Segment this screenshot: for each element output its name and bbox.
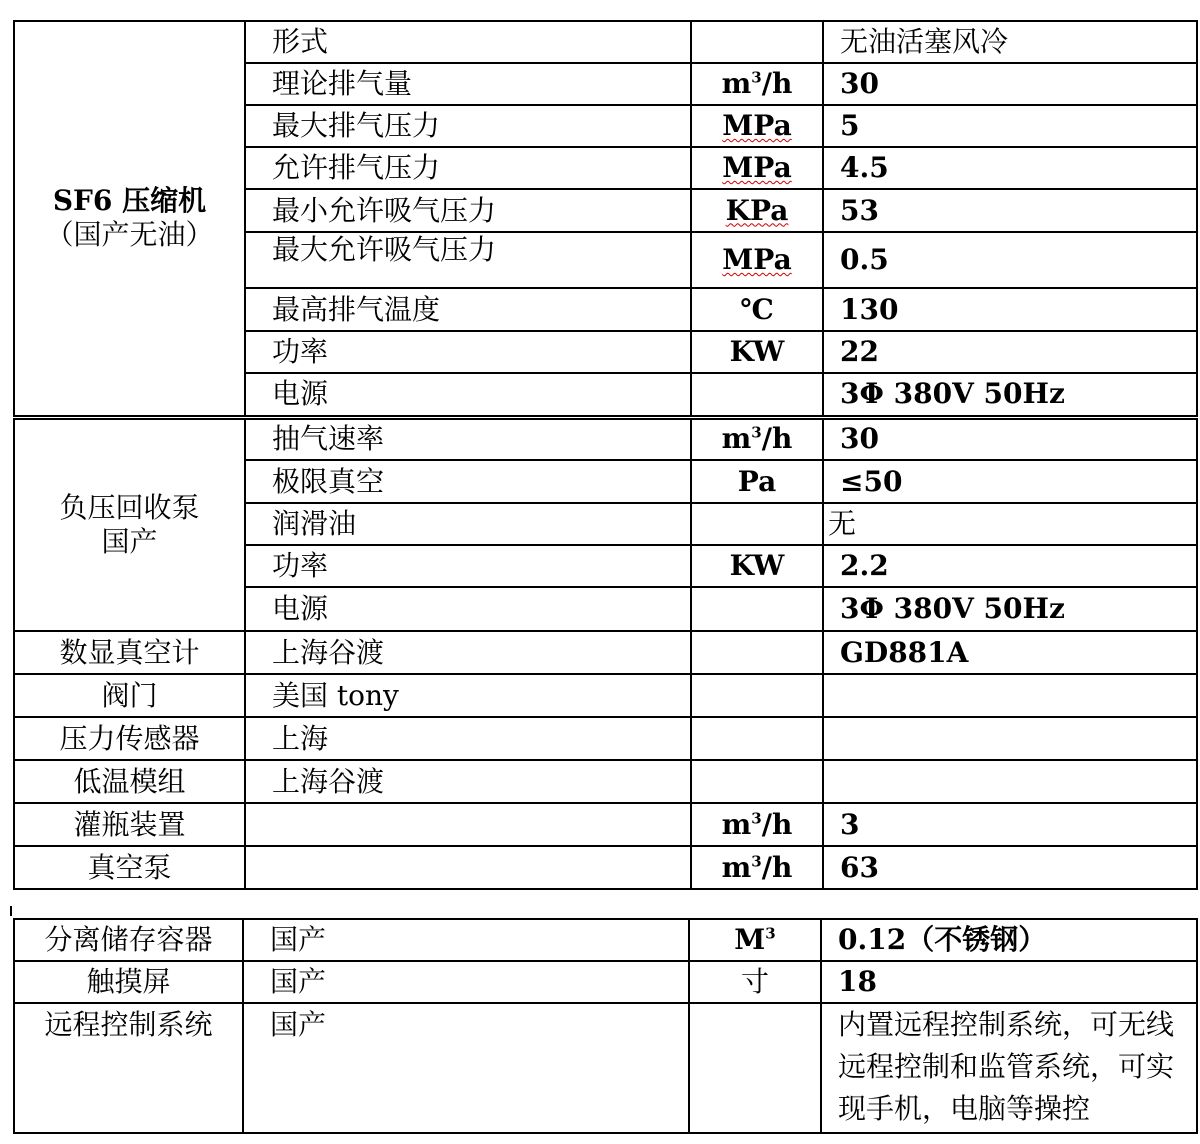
param-unit: KW xyxy=(691,331,823,373)
param-unit: Pa xyxy=(691,460,823,503)
table-row xyxy=(14,674,1197,717)
item-name: 上海 xyxy=(245,717,691,760)
unit-tail: /h xyxy=(761,67,793,100)
param-unit: ℃ xyxy=(691,288,823,331)
item-unit xyxy=(691,846,823,889)
param-value: 5 xyxy=(823,105,1197,147)
item-value xyxy=(823,760,1197,803)
table-row xyxy=(14,919,1197,961)
param-value: 4.5 xyxy=(823,147,1197,189)
item-category: 低温模组 xyxy=(14,760,245,803)
param-unit xyxy=(691,373,823,417)
unit-base: m xyxy=(721,807,752,841)
param-unit: KW xyxy=(691,545,823,587)
param-value: 2.2 xyxy=(823,545,1197,587)
param-name: 润滑油 xyxy=(245,503,691,545)
unit-base: m xyxy=(721,422,752,456)
item-category: 灌瓶装置 xyxy=(14,803,245,846)
item-name: 美国 tony xyxy=(245,674,691,717)
item-unit xyxy=(689,1003,821,1133)
unit-sup: 3 xyxy=(751,423,762,442)
unit-sup: 3 xyxy=(765,924,776,943)
item-name: 国产 xyxy=(243,919,689,961)
item-unit: 寸 xyxy=(689,961,821,1003)
param-unit xyxy=(691,232,823,288)
unit-tail: /h xyxy=(761,807,793,841)
item-category: 触摸屏 xyxy=(14,961,243,1003)
param-name: 电源 xyxy=(245,373,691,417)
param-value: 3Φ 380V 50Hz xyxy=(823,587,1197,631)
group-label-line2: 国产 xyxy=(101,524,158,558)
item-unit xyxy=(691,717,823,760)
param-unit xyxy=(691,587,823,631)
item-name xyxy=(245,846,691,889)
param-value: 22 xyxy=(823,331,1197,373)
group-label-pump xyxy=(14,417,245,631)
unit-text: KPa xyxy=(725,193,789,227)
item-category: 分离储存容器 xyxy=(14,919,243,961)
unit-sup: 3 xyxy=(751,68,762,87)
param-name: 抽气速率 xyxy=(245,417,691,460)
table-row xyxy=(14,961,1197,1003)
param-name: 理论排气量 xyxy=(245,63,691,105)
param-unit xyxy=(691,63,823,105)
param-name: 最小允许吸气压力 xyxy=(245,189,691,232)
unit-sup: 3 xyxy=(751,852,762,871)
param-name: 功率 xyxy=(245,545,691,587)
param-unit xyxy=(691,503,823,545)
param-name: 极限真空 xyxy=(245,460,691,503)
group-label-line2: （国产无油） xyxy=(45,218,214,252)
unit-base: m xyxy=(721,850,752,884)
param-name: 功率 xyxy=(245,331,691,373)
table-row xyxy=(14,21,1197,63)
unit-tail: /h xyxy=(761,850,793,884)
item-category: 远程控制系统 xyxy=(14,1003,243,1133)
spec-table-secondary xyxy=(13,918,1198,1134)
item-unit xyxy=(691,674,823,717)
param-value: 无 xyxy=(823,503,1197,545)
param-value: 30 xyxy=(823,63,1197,105)
item-category: 压力传感器 xyxy=(14,717,245,760)
item-unit xyxy=(691,803,823,846)
item-value: 63 xyxy=(823,846,1197,889)
item-category: 数显真空计 xyxy=(14,631,245,674)
table-row xyxy=(14,631,1197,674)
item-name: 上海谷渡 xyxy=(245,631,691,674)
item-value xyxy=(823,674,1197,717)
table-row xyxy=(14,417,1197,460)
group-label-line1: 负压回收泵 xyxy=(59,490,200,524)
param-name: 允许排气压力 xyxy=(245,147,691,189)
param-value: 130 xyxy=(823,288,1197,331)
param-unit xyxy=(691,105,823,147)
unit-base: M xyxy=(734,923,766,956)
param-value: 30 xyxy=(823,417,1197,460)
table-row xyxy=(14,1003,1197,1133)
unit-sup: 3 xyxy=(751,809,762,828)
item-unit xyxy=(691,631,823,674)
param-name: 最大允许吸气压力 xyxy=(245,232,691,288)
param-name: 最大排气压力 xyxy=(245,105,691,147)
unit-base: m xyxy=(721,67,752,100)
group-label-compressor xyxy=(14,21,245,417)
param-name: 电源 xyxy=(245,587,691,631)
item-category: 真空泵 xyxy=(14,846,245,889)
param-unit xyxy=(691,189,823,232)
table-row xyxy=(14,846,1197,889)
table-row xyxy=(14,760,1197,803)
unit-text: MPa xyxy=(722,109,792,142)
param-value: 0.5 xyxy=(823,232,1197,288)
param-unit xyxy=(691,417,823,460)
param-value: ≤50 xyxy=(823,460,1197,503)
table-row xyxy=(14,803,1197,846)
item-category: 阀门 xyxy=(14,674,245,717)
item-value: 内置远程控制系统，可无线远程控制和监管系统，可实现手机，电脑等操控 xyxy=(821,1003,1197,1133)
unit-text: MPa xyxy=(722,243,792,276)
param-value: 53 xyxy=(823,189,1197,232)
item-name: 上海谷渡 xyxy=(245,760,691,803)
item-value: 3 xyxy=(823,803,1197,846)
param-value: 3Φ 380V 50Hz xyxy=(823,373,1197,417)
item-value: 18 xyxy=(821,961,1197,1003)
table-row xyxy=(14,717,1197,760)
item-unit xyxy=(691,760,823,803)
group-label-line1: SF6 压缩机 xyxy=(52,184,207,218)
unit-tail: /h xyxy=(761,422,793,456)
param-unit xyxy=(691,147,823,189)
item-value xyxy=(823,717,1197,760)
paragraph-mark xyxy=(10,906,16,916)
param-unit xyxy=(691,21,823,63)
item-value: 0.12（不锈钢） xyxy=(821,919,1197,961)
item-name: 国产 xyxy=(243,961,689,1003)
item-unit xyxy=(689,919,821,961)
item-name: 国产 xyxy=(243,1003,689,1133)
spec-table-main xyxy=(13,20,1198,890)
param-name: 最高排气温度 xyxy=(245,288,691,331)
param-name: 形式 xyxy=(245,21,691,63)
item-name xyxy=(245,803,691,846)
item-value: GD881A xyxy=(823,631,1197,674)
unit-text: MPa xyxy=(722,151,792,184)
param-value: 无油活塞风冷 xyxy=(823,21,1197,63)
